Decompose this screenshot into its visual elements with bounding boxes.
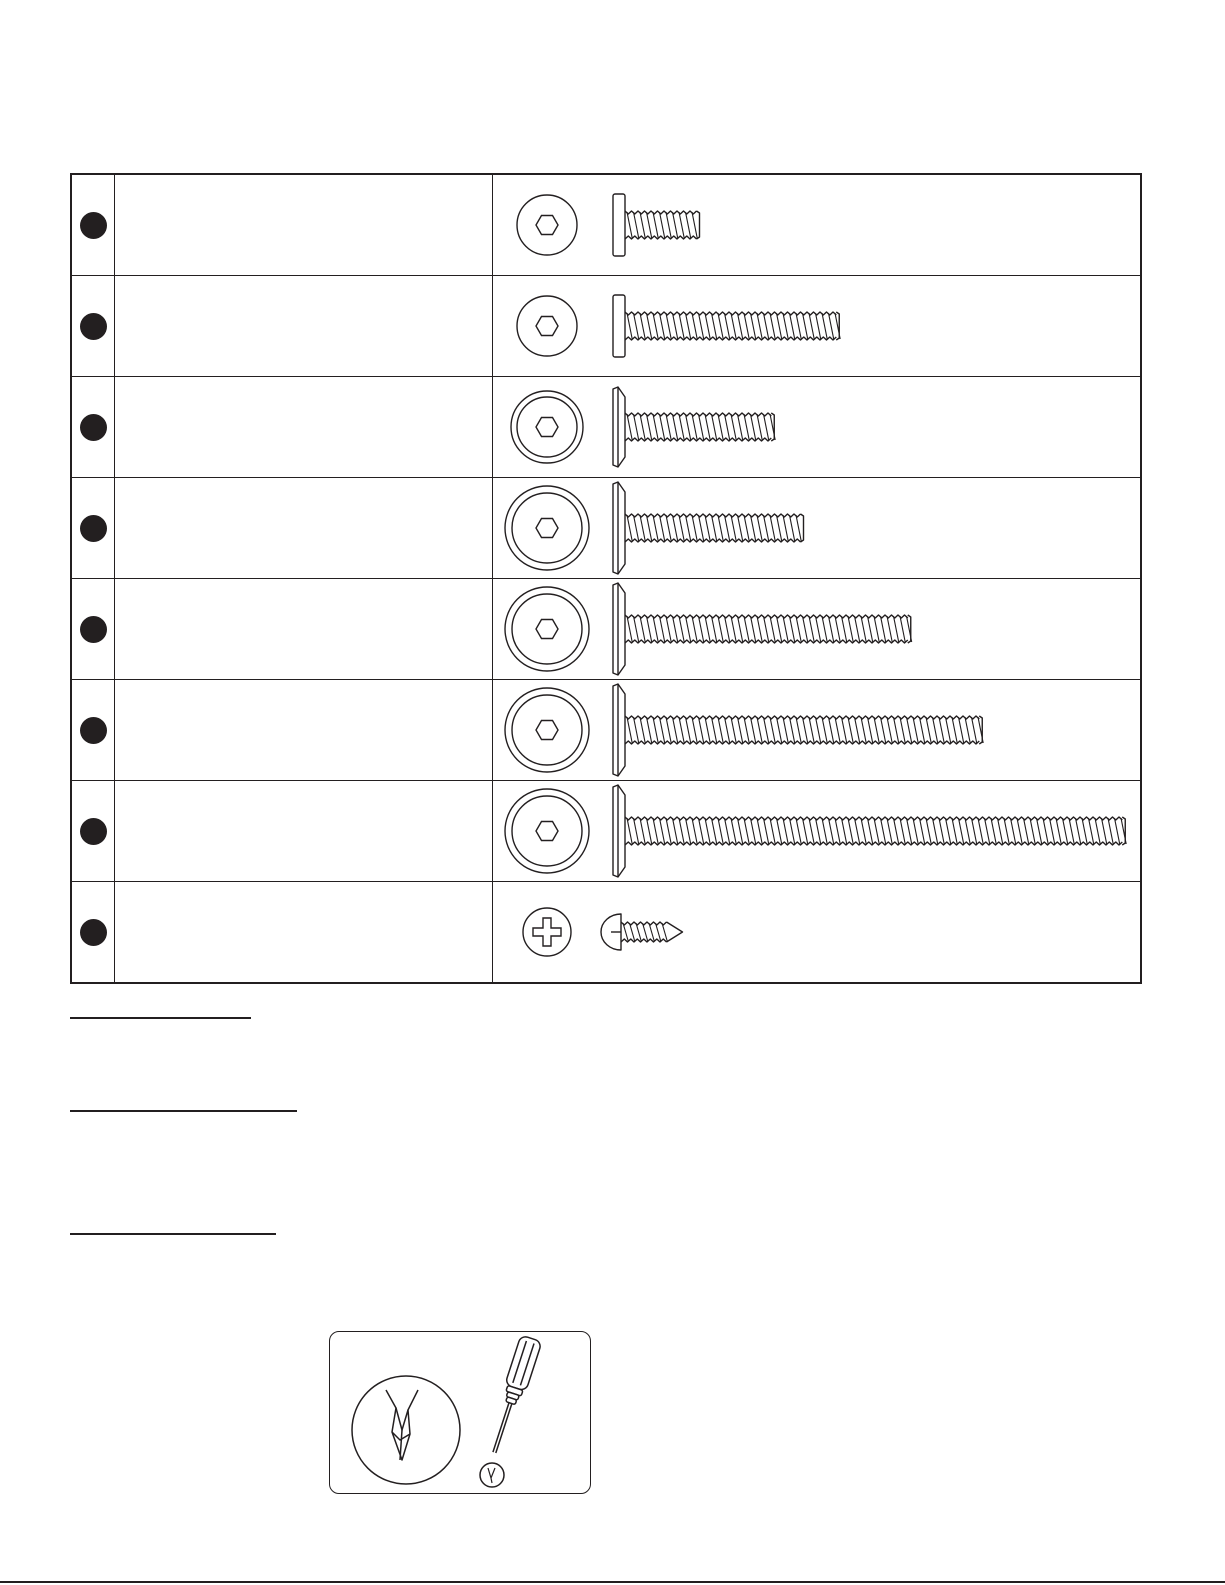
page-bottom-rule xyxy=(0,1581,1225,1583)
part-description-cell xyxy=(115,680,493,780)
part-description-cell xyxy=(115,882,493,983)
part-description-cell xyxy=(115,579,493,679)
part-number-marker-icon xyxy=(80,313,107,340)
hex-socket-icon xyxy=(517,195,577,255)
part-illustration-cell xyxy=(493,882,1140,983)
bolt-illustration xyxy=(493,478,1141,578)
bolt-illustration xyxy=(493,680,1141,780)
part-number-marker-icon xyxy=(80,616,107,643)
hardware-row xyxy=(72,882,1140,983)
hex-socket-icon xyxy=(505,587,589,671)
hardware-row xyxy=(72,276,1140,377)
hex-socket-icon xyxy=(517,296,577,356)
phillips-cross-icon xyxy=(523,908,571,956)
part-number-cell xyxy=(72,478,115,578)
part-number-marker-icon xyxy=(80,414,107,441)
part-illustration-cell xyxy=(493,579,1140,679)
hardware-row xyxy=(72,478,1140,579)
bolt-side-view xyxy=(613,583,912,675)
part-number-marker-icon xyxy=(80,212,107,239)
part-illustration-cell xyxy=(493,276,1140,376)
part-description-cell xyxy=(115,276,493,376)
part-number-marker-icon xyxy=(80,515,107,542)
hardware-row xyxy=(72,781,1140,882)
hardware-table xyxy=(70,173,1142,984)
hex-socket-icon xyxy=(505,789,589,873)
part-illustration-cell xyxy=(493,781,1140,881)
part-number-cell xyxy=(72,781,115,881)
bolt-side-view xyxy=(613,482,804,574)
hardware-row xyxy=(72,377,1140,478)
bolt-illustration xyxy=(493,882,1141,982)
part-illustration-cell xyxy=(493,478,1140,578)
hex-socket-icon xyxy=(505,688,589,772)
part-description-cell xyxy=(115,781,493,881)
part-number-cell xyxy=(72,579,115,679)
section-heading-underline-3 xyxy=(70,1233,276,1235)
part-number-cell xyxy=(72,882,115,983)
hex-socket-icon xyxy=(511,391,583,463)
bolt-side-view xyxy=(613,785,1126,877)
phillips-screwdriver-icon xyxy=(330,1332,592,1495)
bolt-side-view xyxy=(613,295,840,357)
bolt-illustration xyxy=(493,276,1141,376)
bolt-side-view xyxy=(613,684,983,776)
part-illustration-cell xyxy=(493,680,1140,780)
part-illustration-cell xyxy=(493,175,1140,275)
part-description-cell xyxy=(115,175,493,275)
part-number-cell xyxy=(72,175,115,275)
tools-required-box xyxy=(329,1331,591,1494)
part-number-cell xyxy=(72,377,115,477)
part-number-marker-icon xyxy=(80,818,107,845)
section-heading-underline-2 xyxy=(70,1110,297,1112)
bolt-illustration xyxy=(493,175,1141,275)
part-description-cell xyxy=(115,377,493,477)
part-number-marker-icon xyxy=(80,717,107,744)
part-number-cell xyxy=(72,680,115,780)
bolt-illustration xyxy=(493,781,1141,881)
hardware-row xyxy=(72,579,1140,680)
bolt-side-view xyxy=(601,914,683,950)
section-heading-underline-1 xyxy=(70,1017,251,1019)
bolt-illustration xyxy=(493,377,1141,477)
part-number-marker-icon xyxy=(80,919,107,946)
hardware-row xyxy=(72,175,1140,276)
bolt-illustration xyxy=(493,579,1141,679)
part-illustration-cell xyxy=(493,377,1140,477)
hardware-row xyxy=(72,680,1140,781)
hex-socket-icon xyxy=(505,486,589,570)
part-number-cell xyxy=(72,276,115,376)
bolt-side-view xyxy=(613,387,775,467)
part-description-cell xyxy=(115,478,493,578)
bolt-side-view xyxy=(613,194,700,256)
